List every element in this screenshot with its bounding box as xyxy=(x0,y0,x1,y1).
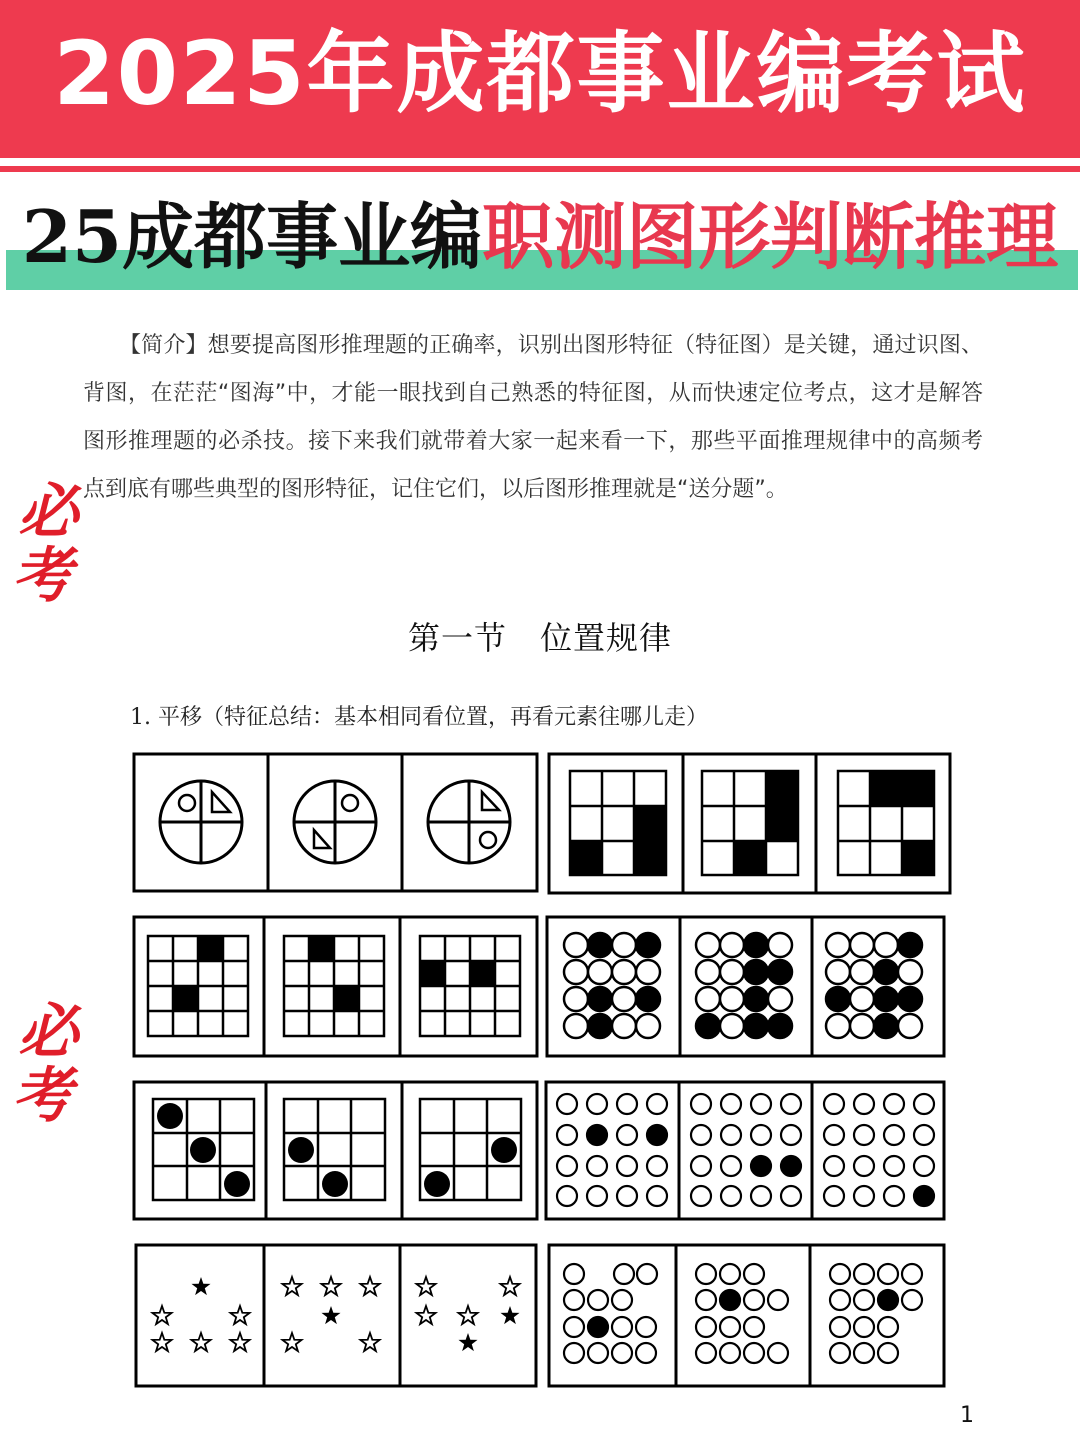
section-title: 第一节 位置规律 xyxy=(407,619,672,657)
panel-small-circles-4x4 xyxy=(546,1082,944,1219)
top-banner xyxy=(0,0,1080,158)
panel-circle-quadrants xyxy=(134,754,537,891)
panel-dots-grid-3x3 xyxy=(134,1082,537,1219)
subtitle-part2: 职测图形判断推理 xyxy=(482,194,1059,279)
panel-grid-4x4 xyxy=(134,917,537,1056)
subtitle-part1: 25成都事业编 xyxy=(21,194,483,279)
panel-circle-clusters xyxy=(549,1245,944,1386)
subtitle xyxy=(0,192,1080,282)
panel-circles-4x4 xyxy=(547,917,944,1056)
figure-panels xyxy=(0,740,1080,1400)
panel-grid-3x4 xyxy=(549,754,950,893)
panel-stars xyxy=(136,1245,536,1386)
page-number: 1 xyxy=(960,1403,974,1428)
intro-paragraph: 【简介】想要提高图形推理题的正确率，识别出图形特征（特征图）是关键，通过识图、背图，在茫茫“图海”中，才能一眼找到自己熟悉的特征图，从而快速定位考点，这才是解答图形推理题的必杀技。接下来我们就带着大家一起来看一下，那些平面推理规律中的高频考点到底有哪些典型的图形特征，记住它们，以后图形推理就是“送分题”。 xyxy=(83,333,983,502)
banner-divider xyxy=(0,166,1080,172)
item-title: 1. 平移（特征总结：基本相同看位置，再看元素往哪儿走） xyxy=(130,705,708,730)
stamp-char: 考 xyxy=(12,541,72,611)
stamp-char: 必 xyxy=(18,997,78,1067)
banner-title: 2025年成都事业编考试 xyxy=(53,22,1027,125)
stamp-char: 考 xyxy=(12,1061,72,1131)
stamp-bikao-1 xyxy=(12,477,78,611)
stamp-char: 必 xyxy=(18,477,78,547)
